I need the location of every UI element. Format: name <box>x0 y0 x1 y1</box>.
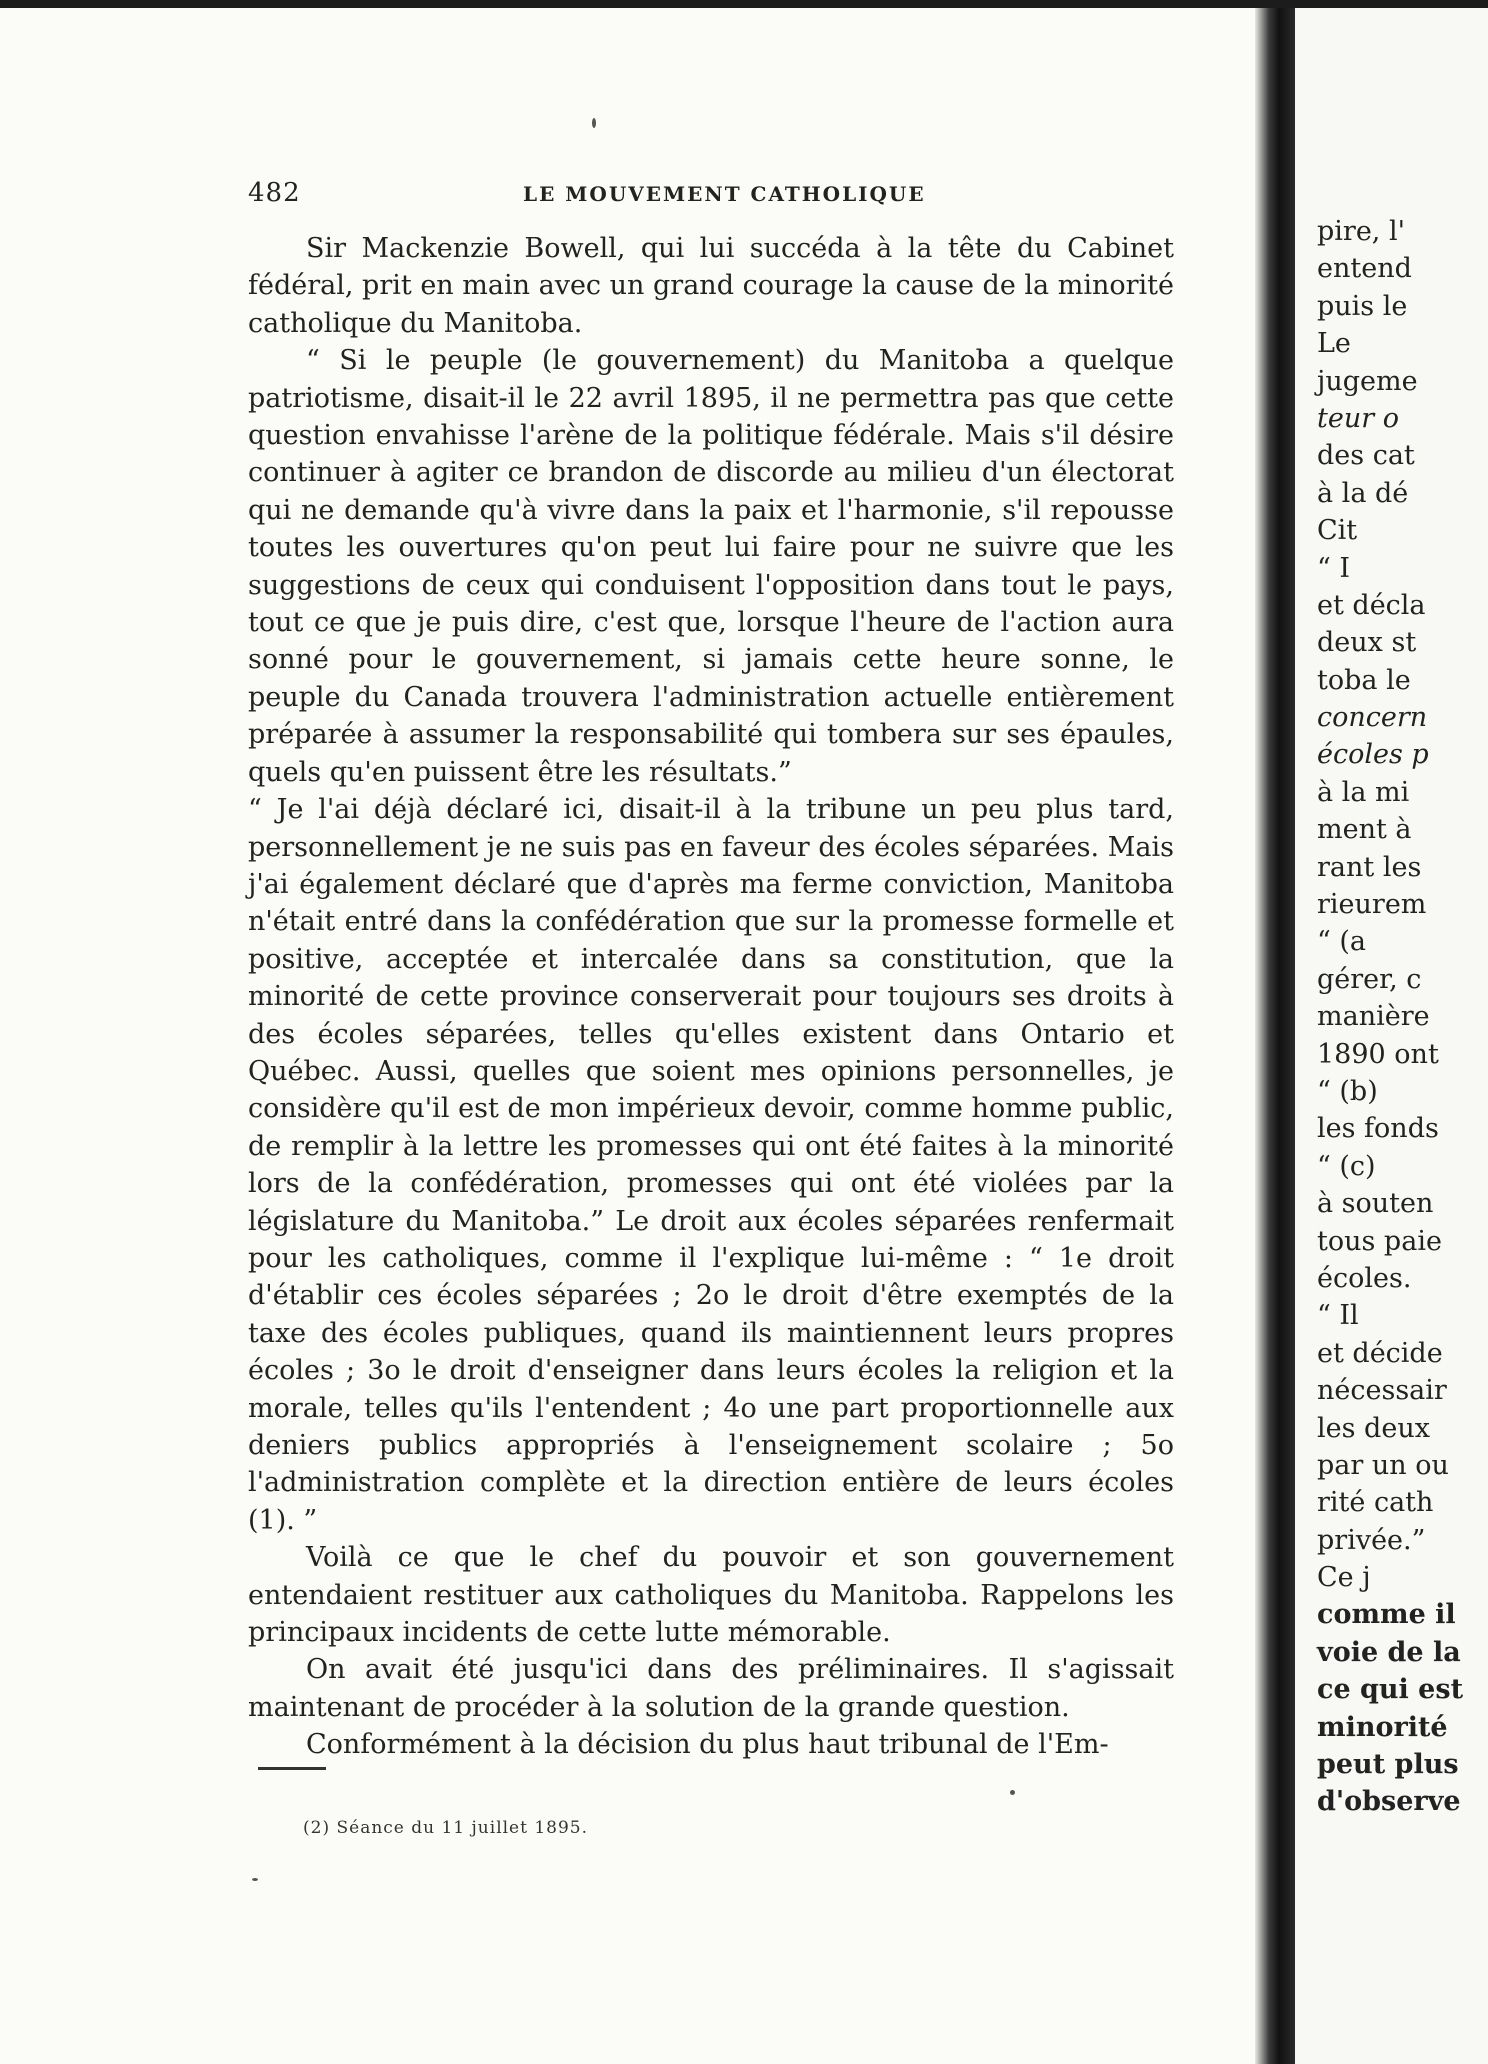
page-number: 482 <box>248 178 301 208</box>
footnote: (2) Séance du 11 juillet 1895. <box>303 1818 589 1838</box>
scan-top-border <box>0 0 1488 8</box>
right-page-line: deux st <box>1317 627 1417 659</box>
right-page-line: concern <box>1317 702 1428 734</box>
right-page-line: les deux <box>1317 1412 1430 1444</box>
right-page-line: “ (c) <box>1317 1150 1376 1182</box>
scan-speck <box>592 118 596 128</box>
right-page-line: des cat <box>1317 440 1415 472</box>
right-page-line: peut plus <box>1317 1749 1459 1781</box>
right-page-line: écoles p <box>1317 739 1429 771</box>
right-page-line: pire, l' <box>1317 216 1406 247</box>
right-page-line: et décide <box>1317 1337 1443 1369</box>
right-page-line: “ (a <box>1317 926 1367 958</box>
right-page-line: minorité <box>1317 1711 1448 1743</box>
right-page-line: nécessair <box>1317 1375 1447 1407</box>
right-page-line: et décla <box>1317 589 1426 621</box>
right-page-line: voie de la <box>1317 1636 1461 1668</box>
right-page-line: par un ou <box>1317 1449 1449 1481</box>
right-page-line: rité cath <box>1317 1487 1434 1519</box>
right-page-line: gérer, c <box>1317 963 1422 995</box>
right-page-line: Cit <box>1317 515 1358 547</box>
right-page-line: tous paie <box>1317 1225 1442 1257</box>
right-page-line: Ce j <box>1317 1562 1371 1594</box>
right-page-line: à la dé <box>1317 477 1409 509</box>
paragraph: On avait été jusqu'ici dans des préliminaires. Il s'agissait maintenant de procéder à la solution de la grande question. <box>248 1654 1174 1723</box>
paragraph: “ Si le peuple (le gouvernement) du Manitoba a quelque patriotisme, disait-il le 22 avril 1895, il ne permettra pas que cette question envahisse l'arène de la politique fédérale. Mais s'il désire continuer à agiter ce brandon de discorde au milieu d'un électorat qui ne demande qu'à vivre dans la paix et l'harmonie, s'il repousse toutes les ouvertures qu'on peut lui faire pour ne suivre que les suggestions de ceux qui conduisent l'opposition dans tout le pays, tout ce que je puis dire, c'est que, lorsque l'heure de l'action aura sonné pour le gouvernement, si jamais cette heure sonne, le peuple du Canada trouvera l'administration actuelle entièrement préparée à assumer la responsabilité qui tombera sur ses épaules, quels qu'en puissent être les résultats.” <box>248 345 1174 788</box>
right-page-line: 1890 ont <box>1317 1038 1439 1070</box>
right-page-line: ment à <box>1317 814 1412 846</box>
paragraph: Voilà ce que le chef du pouvoir et son gouvernement entendaient restituer aux catholiques du Manitoba. Rappelons les principaux incidents de cette lutte mémorable. <box>248 1542 1174 1649</box>
right-page-line: Le <box>1317 328 1351 360</box>
right-page-text <box>1317 213 1488 1821</box>
right-page-line: entend <box>1317 253 1412 285</box>
page-header <box>248 178 1168 218</box>
body-text <box>248 230 1174 1764</box>
right-page-line: “ I <box>1317 552 1351 584</box>
scan-speck <box>252 1878 258 1881</box>
book-gutter <box>1255 8 1295 2064</box>
right-page-line: à souten <box>1317 1188 1434 1220</box>
right-page-line: toba le <box>1317 664 1411 696</box>
right-page-line: rieurem <box>1317 889 1427 921</box>
right-page-line: à la mi <box>1317 776 1410 808</box>
right-page-line: “ (b) <box>1317 1075 1378 1107</box>
right-page-line: d'observe <box>1317 1786 1461 1818</box>
right-page-line: comme il <box>1317 1599 1456 1631</box>
right-page-line: écoles. <box>1317 1262 1412 1294</box>
right-page-line: les fonds <box>1317 1113 1439 1145</box>
scan-speck <box>1010 1790 1015 1795</box>
right-page-line: rant les <box>1317 851 1422 883</box>
paragraph: “ Je l'ai déjà déclaré ici, disait-il à la tribune un peu plus tard, personnellement je ne suis pas en faveur des écoles séparées. Mais j'ai également déclaré que d'après ma ferme conviction, Manitoba n'était entré dans la confédération que sur la promesse formelle et positive, acceptée et intercalée dans sa constitution, que la minorité de cette province conserverait pour toujours ses droits à des écoles séparées, telles qu'elles existent dans Ontario et Québec. Aussi, quelles que soient mes opinions personnelles, je considère qu'il est de mon impérieux devoir, comme homme public, de remplir à la lettre les promesses qui ont été faites à la minorité lors de la confédération, promesses qui ont été violées par la législature du Manitoba.” Le droit aux écoles séparées renfermait pour les catholiques, comme il l'explique lui-même : “ 1e droit d'établir ces écoles séparées ; 2o le droit d'être exemptés de la taxe des écoles publiques, quand ils maintiennent leurs propres écoles ; 3o le droit d'enseigner dans leurs écoles la religion et la morale, telles qu'ils l'entendent ; 4o une part proportionnelle aux deniers publics appropriés à l'enseignement scolaire ; 5o l'administration complète et la direction entière de leurs écoles (1). ” <box>248 794 1174 1536</box>
right-page-line: puis le <box>1317 290 1408 322</box>
footnote-rule <box>258 1767 326 1770</box>
right-page-line: jugeme <box>1317 365 1418 397</box>
paragraph: Conformément à la décision du plus haut tribunal de l'Em- <box>306 1729 1109 1761</box>
right-page-line: “ Il <box>1317 1300 1359 1332</box>
paragraph: Sir Mackenzie Bowell, qui lui succéda à la tête du Cabinet fédéral, prit en main avec un grand courage la cause de la minorité catholique du Manitoba. <box>248 233 1174 339</box>
right-page <box>1295 8 1488 2064</box>
running-head: LE MOUVEMENT CATHOLIQUE <box>523 182 926 206</box>
right-page-line: manière <box>1317 1001 1430 1033</box>
right-page-line: ce qui est <box>1317 1674 1464 1706</box>
right-page-line: teur o <box>1317 402 1399 434</box>
right-page-line: privée.” <box>1317 1524 1426 1556</box>
